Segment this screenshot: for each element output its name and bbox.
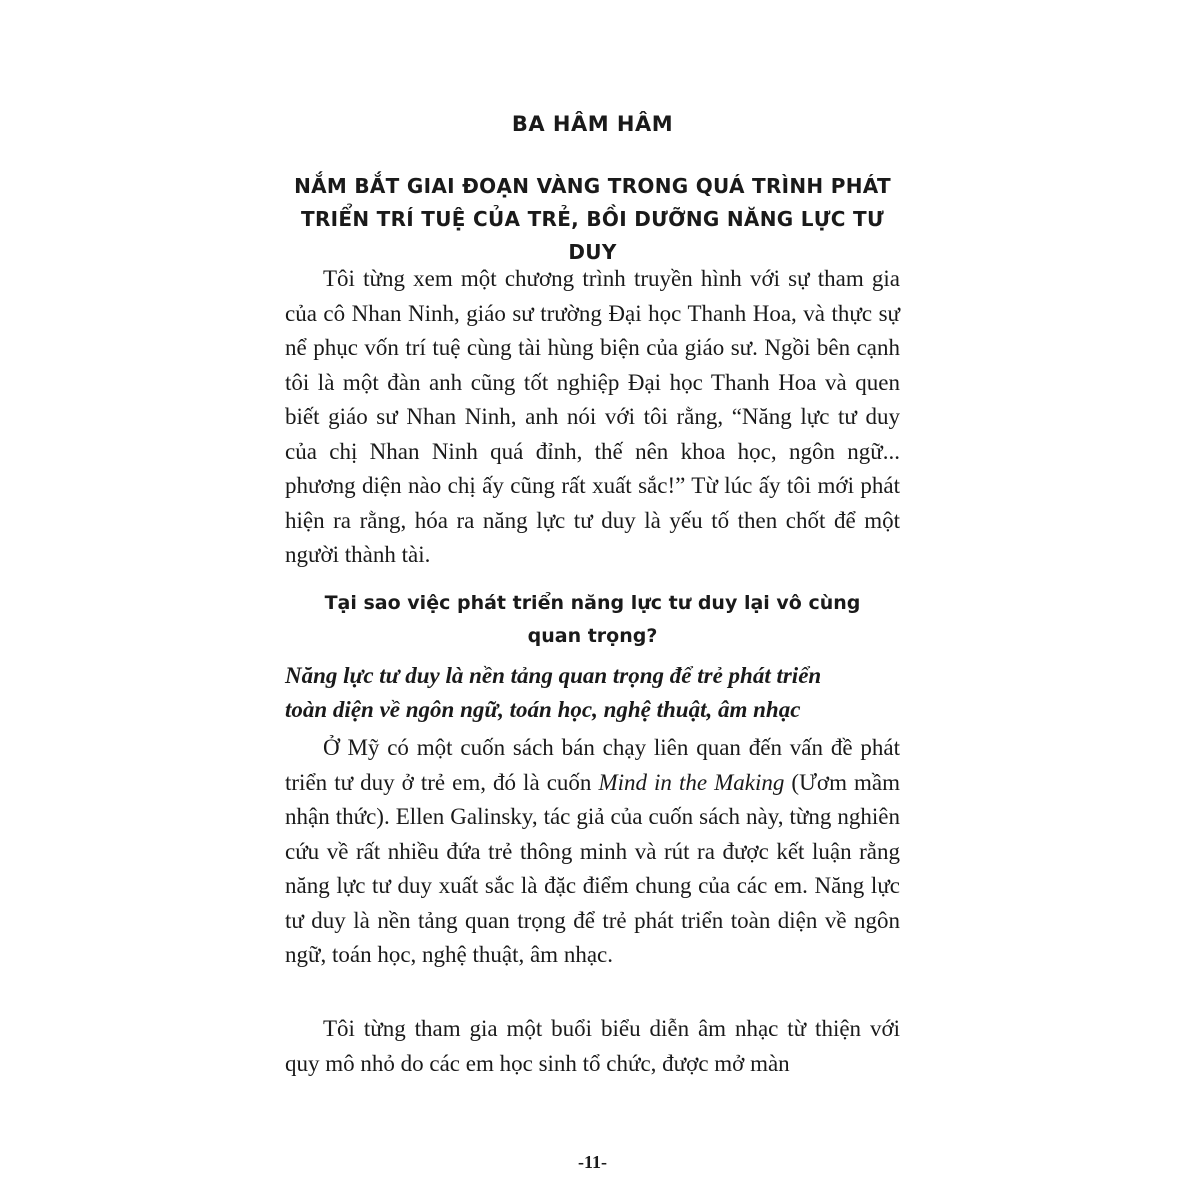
- paragraph-2-text-end: (Ươm mầm nhận thức). Ellen Galinsky, tác giả của cuốn sách này, từng nghiên cứu về rất nhiều đứa trẻ thông minh và rút ra được kết luận rằng năng lực tư duy xuất sắc là đặc điểm chung của các em. Năng lực tư duy là nền tảng quan trọng để trẻ phát triển toàn diện về ngôn ngữ, toán học, nghệ thuật, âm nhạc.: [285, 769, 901, 967]
- body-paragraph-1: Tôi từng xem một chương trình truyền hình với sự tham gia của cô Nhan Ninh, giáo sư trường Đại học Thanh Hoa, và thực sự nể phục vốn trí tuệ cùng tài hùng biện của giáo sư. Ngồi bên cạnh tôi là một đàn anh cũng tốt nghiệp Đại học Thanh Hoa và quen biết giáo sư Nhan Ninh, anh nói với tôi rằng, “Năng lực tư duy của chị Nhan Ninh quá đỉnh, thế nên khoa học, ngôn ngữ... phương diện nào chị ấy cũng rất xuất sắc!” Từ lúc ấy tôi mới phát hiện ra rằng, hóa ra năng lực tư duy là yếu tố then chốt để một người thành tài.: [285, 266, 900, 567]
- chapter-subtitle-line-2: TRIỂN TRÍ TUỆ CỦA TRẺ, BỒI DƯỠNG NĂNG LỰC TƯ DUY: [301, 207, 884, 264]
- book-title: Mind in the Making: [598, 769, 785, 795]
- chapter-subtitle-line-1: NẮM BẮT GIAI ĐOẠN VÀNG TRONG QUÁ TRÌNH PHÁT: [294, 174, 891, 198]
- section-heading: [285, 587, 900, 653]
- book-page: [285, 0, 900, 1200]
- italic-subheading-line-1: Năng lực tư duy là nền tảng quan trọng để trẻ phát triển: [285, 663, 822, 688]
- chapter-subtitle: [285, 170, 900, 269]
- italic-subheading-line-2: toàn diện về ngôn ngữ, toán học, nghệ thuật, âm nhạc: [285, 697, 801, 722]
- chapter-title: BA HÂM HÂM: [511, 112, 674, 136]
- section-heading-line-1: Tại sao việc phát triển năng lực tư duy lại vô cùng: [324, 592, 861, 614]
- body-paragraph-2: [285, 731, 900, 973]
- section-heading-line-2: quan trọng?: [527, 625, 658, 647]
- paragraph-2-text-start: Ở Mỹ có một cuốn sách bán chạy liên quan đến vấn đề phát triển tư duy ở trẻ em, đó là cuốn: [285, 735, 900, 795]
- italic-subheading: [285, 659, 900, 727]
- body-paragraph-3: Tôi từng tham gia một buổi biểu diễn âm nhạc từ thiện với quy mô nhỏ do các em học sinh tổ chức, được mở màn: [285, 1016, 900, 1076]
- page-number: -11-: [578, 1152, 607, 1172]
